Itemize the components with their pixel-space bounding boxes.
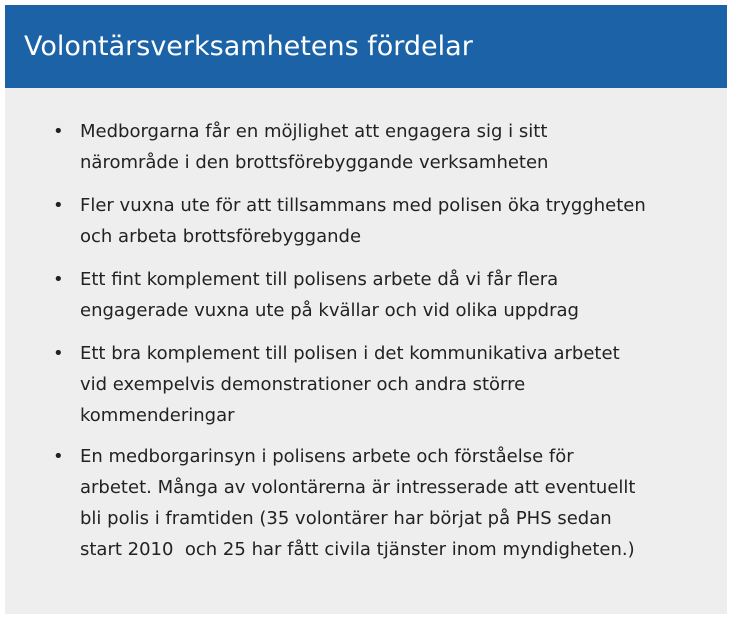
list-item-line: och arbeta brottsförebyggande (80, 226, 362, 247)
list-item-line: Medborgarna får en möjlighet att engagera sig i sitt (80, 121, 548, 142)
bullet-icon: • (53, 343, 64, 364)
list-item (53, 338, 693, 431)
bullet-icon: • (53, 269, 64, 290)
panel-header (5, 5, 727, 88)
bullet-icon: • (53, 446, 64, 467)
list-item (53, 116, 693, 178)
list-item-line: Fler vuxna ute för att tillsammans med polisen öka tryggheten (80, 195, 646, 216)
bullet-icon: • (53, 195, 64, 216)
list-item-line: bli polis i framtiden (35 volontärer har börjat på PHS sedan (80, 508, 612, 529)
list-item-line: start 2010 och 25 har fått civila tjänster inom myndigheten.) (80, 539, 635, 560)
bullet-icon: • (53, 121, 64, 142)
panel-title: Volontärsverksamhetens fördelar (24, 31, 473, 62)
list-item (53, 190, 693, 252)
list-item-line: engagerade vuxna ute på kvällar och vid olika uppdrag (80, 300, 579, 321)
list-item-line: Ett bra komplement till polisen i det kommunikativa arbetet (80, 343, 620, 364)
list-item (53, 264, 693, 326)
list-item-line: Ett fint komplement till polisens arbete då vi får flera (80, 269, 559, 290)
list-item-line: närområde i den brottsförebyggande verksamheten (80, 152, 549, 173)
list-item-line: En medborgarinsyn i polisens arbete och förståelse för (80, 446, 574, 467)
list-item-line: vid exempelvis demonstrationer och andra större (80, 374, 526, 395)
benefits-panel (5, 5, 727, 614)
list-item-line: kommenderingar (80, 405, 235, 426)
list-item-line: arbetet. Många av volontärerna är intresserade att eventuellt (80, 477, 636, 498)
list-item (53, 441, 693, 565)
benefits-list (53, 116, 693, 577)
